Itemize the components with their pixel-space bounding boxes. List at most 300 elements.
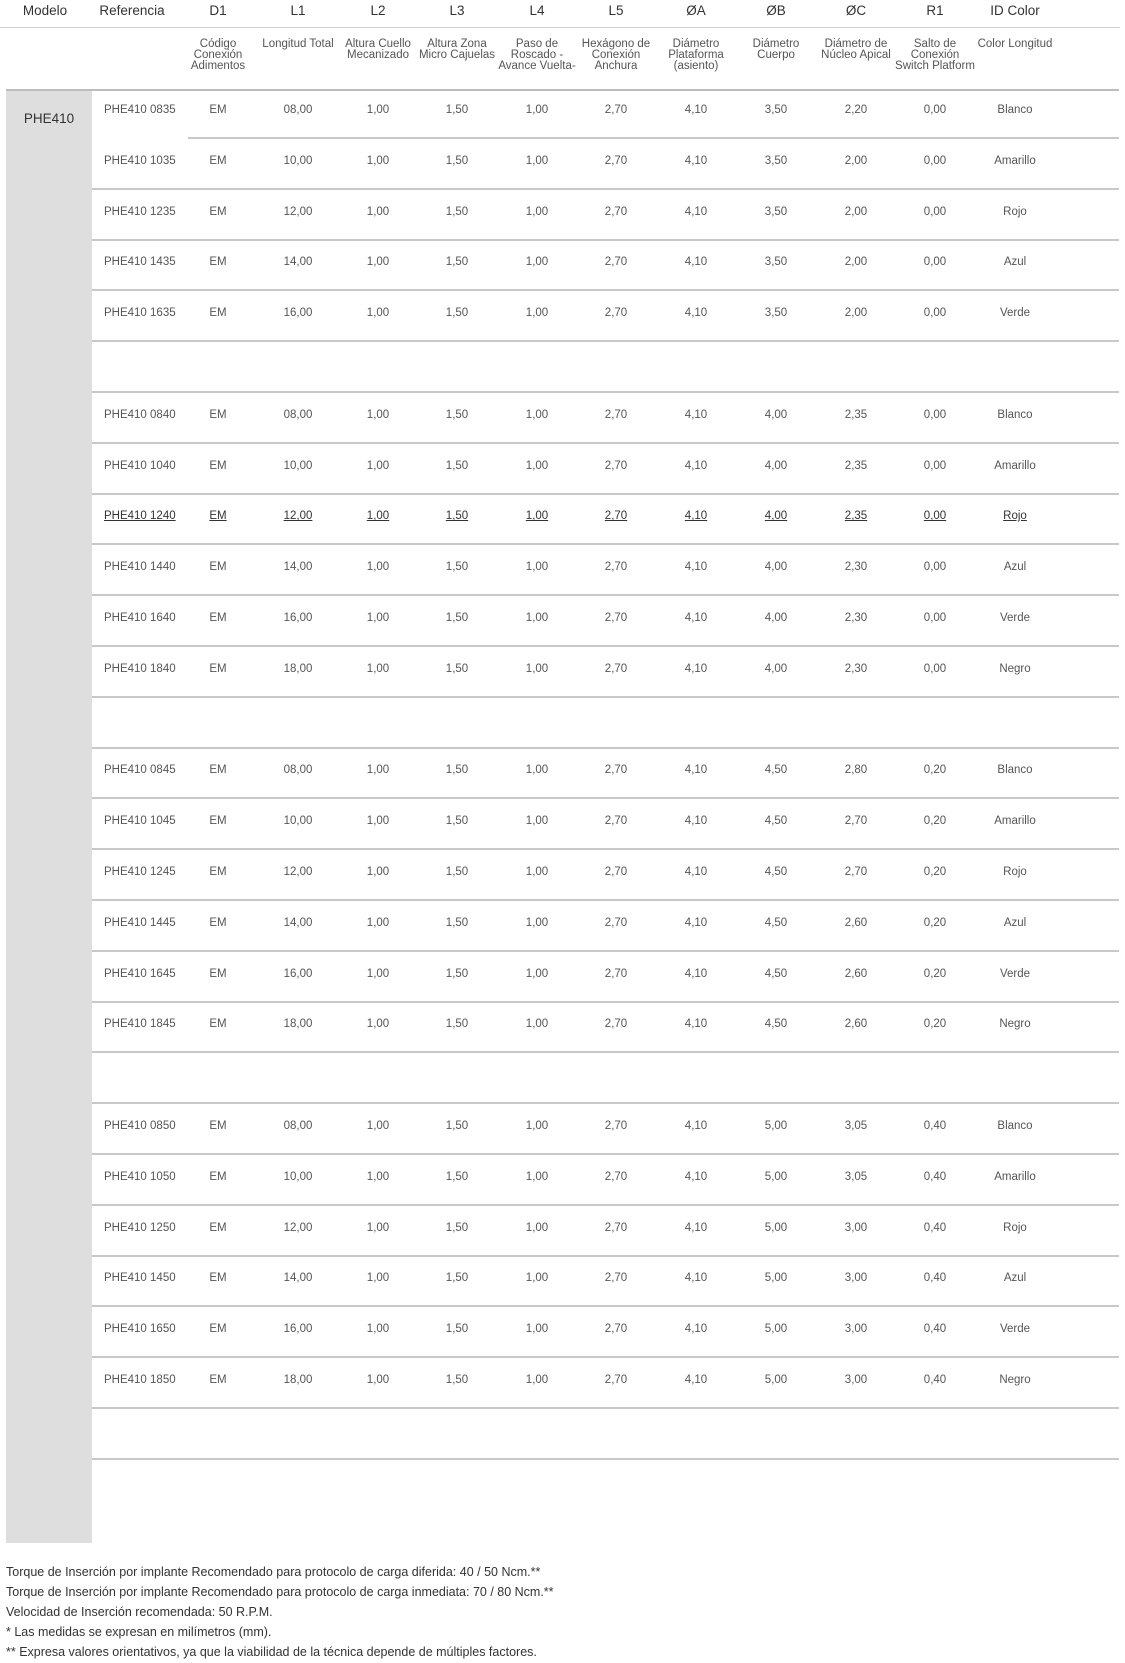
- cell-l5: 2,70: [604, 917, 628, 929]
- cell-l5: 2,70: [604, 1323, 628, 1335]
- cell-referencia: PHE410 1850: [104, 1374, 176, 1386]
- group-spacer: [92, 1050, 1119, 1104]
- footnote-line: * Las medidas se expresan en milímetros (mm).: [6, 1625, 272, 1639]
- cell-referencia: PHE410 0840: [104, 409, 176, 421]
- cell-r1: 0,40: [923, 1222, 947, 1234]
- cell-l2: 1,00: [366, 1171, 390, 1183]
- cell-oa: 4,10: [684, 815, 708, 827]
- cell-r1: 0,20: [923, 968, 947, 980]
- cell-oa: 4,10: [684, 1120, 708, 1132]
- table-row: [92, 288, 1119, 342]
- footnote-line: Torque de Inserción por implante Recomendado para protocolo de carga diferida: 40 / 50 Ncm.**: [6, 1565, 541, 1579]
- cell-oc: 2,70: [844, 815, 868, 827]
- cell-l3: 1,50: [445, 815, 469, 827]
- cell-l3: 1,50: [445, 1374, 469, 1386]
- cell-l3: 1,50: [445, 307, 469, 319]
- cell-referencia: PHE410 1845: [104, 1018, 176, 1030]
- cell-oc: 2,60: [844, 917, 868, 929]
- cell-l2: 1,00: [366, 460, 390, 472]
- table-row: [92, 136, 1119, 190]
- table-row: [92, 1355, 1119, 1409]
- cell-d1: EM: [209, 104, 227, 116]
- cell-ob: 4,00: [764, 460, 788, 472]
- cell-r1: 0,40: [923, 1272, 947, 1284]
- cell-color: Rojo: [1003, 1222, 1027, 1234]
- cell-color: Negro: [999, 1018, 1031, 1030]
- cell-oc: 3,00: [844, 1374, 868, 1386]
- cell-l2: 1,00: [366, 612, 390, 624]
- cell-l3: 1,50: [445, 663, 469, 675]
- cell-r1: 0,20: [923, 866, 947, 878]
- cell-l4: 1,00: [525, 256, 549, 268]
- cell-referencia: PHE410 1035: [104, 155, 176, 167]
- cell-l5: 2,70: [604, 460, 628, 472]
- cell-color: Azul: [1003, 256, 1027, 268]
- cell-l5: 2,70: [604, 968, 628, 980]
- cell-color: Negro: [999, 1374, 1031, 1386]
- cell-l4: 1,00: [525, 409, 549, 421]
- cell-referencia: PHE410 0835: [104, 104, 176, 116]
- cell-l1: 12,00: [283, 206, 313, 218]
- cell-l3: 1,50: [445, 256, 469, 268]
- cell-d1: EM: [209, 917, 227, 929]
- table-row: [92, 1101, 1119, 1155]
- cell-l2: 1,00: [366, 104, 390, 116]
- cell-d1: EM: [209, 866, 227, 878]
- column-header-oc: ØC: [845, 3, 867, 18]
- cell-ob: 5,00: [764, 1374, 788, 1386]
- cell-l3: 1,50: [445, 612, 469, 624]
- cell-d1: EM: [209, 460, 227, 472]
- cell-l4: 1,00: [525, 561, 549, 573]
- cell-l4: 1,00: [525, 866, 549, 878]
- cell-l3: 1,50: [445, 460, 469, 472]
- column-desc-l1: Longitud Total: [262, 38, 334, 50]
- column-desc-l4: Paso de Roscado -Avance Vuelta-: [498, 38, 576, 73]
- cell-l1: 12,00: [283, 866, 313, 878]
- cell-oa: 4,10: [684, 561, 708, 573]
- cell-oa: 4,10: [684, 1171, 708, 1183]
- cell-l3: 1,50: [445, 1171, 469, 1183]
- cell-oa: 4,10: [684, 155, 708, 167]
- footnotes: [6, 1562, 554, 1662]
- cell-r1: 0,40: [923, 1171, 947, 1183]
- cell-color: Amarillo: [994, 460, 1036, 472]
- cell-l3: 1,50: [445, 1120, 469, 1132]
- cell-l4: 1,00: [525, 663, 549, 675]
- table-row: [92, 441, 1119, 495]
- cell-l1: 10,00: [283, 460, 313, 472]
- cell-d1: EM: [209, 510, 227, 522]
- cell-l1: 18,00: [283, 1374, 313, 1386]
- cell-d1: EM: [209, 561, 227, 573]
- table-row: [92, 949, 1119, 1003]
- cell-l5: 2,70: [604, 663, 628, 675]
- cell-color: Amarillo: [994, 155, 1036, 167]
- cell-oa: 4,10: [684, 1323, 708, 1335]
- cell-d1: EM: [209, 764, 227, 776]
- cell-color: Negro: [999, 663, 1031, 675]
- cell-d1: EM: [209, 1374, 227, 1386]
- cell-oa: 4,10: [684, 764, 708, 776]
- cell-referencia: PHE410 1645: [104, 968, 176, 980]
- cell-l2: 1,00: [366, 866, 390, 878]
- table-row: [92, 745, 1119, 799]
- cell-color: Blanco: [997, 1120, 1033, 1132]
- cell-color: Blanco: [997, 764, 1033, 776]
- cell-l2: 1,00: [366, 764, 390, 776]
- cell-d1: EM: [209, 307, 227, 319]
- cell-l3: 1,50: [445, 155, 469, 167]
- cell-oa: 4,10: [684, 409, 708, 421]
- footnote-line: ** Expresa valores orientativos, ya que la viabilidad de la técnica depende de múltiples factores.: [6, 1645, 537, 1659]
- column-header-d1: D1: [209, 3, 227, 18]
- cell-l5: 2,70: [604, 1272, 628, 1284]
- cell-r1: 0,00: [923, 104, 947, 116]
- column-header-l3: L3: [449, 3, 465, 18]
- cell-l4: 1,00: [525, 1018, 549, 1030]
- cell-l4: 1,00: [525, 1374, 549, 1386]
- cell-l4: 1,00: [525, 1272, 549, 1284]
- cell-l5: 2,70: [604, 1374, 628, 1386]
- cell-referencia: PHE410 1635: [104, 307, 176, 319]
- cell-oc: 2,60: [844, 968, 868, 980]
- cell-color: Rojo: [1003, 866, 1027, 878]
- cell-l1: 14,00: [283, 1272, 313, 1284]
- table-row: [92, 187, 1119, 241]
- cell-l2: 1,00: [366, 815, 390, 827]
- cell-r1: 0,40: [923, 1374, 947, 1386]
- cell-l3: 1,50: [445, 1222, 469, 1234]
- column-header-ob: ØB: [766, 3, 786, 18]
- cell-l2: 1,00: [366, 510, 390, 522]
- cell-ob: 4,50: [764, 815, 788, 827]
- cell-l5: 2,70: [604, 206, 628, 218]
- cell-referencia: PHE410 1445: [104, 917, 176, 929]
- cell-l2: 1,00: [366, 256, 390, 268]
- cell-r1: 0,00: [923, 307, 947, 319]
- cell-ob: 4,00: [764, 561, 788, 573]
- cell-l5: 2,70: [604, 1222, 628, 1234]
- cell-d1: EM: [209, 1222, 227, 1234]
- model-column-bar: [6, 90, 92, 1543]
- cell-l1: 16,00: [283, 1323, 313, 1335]
- cell-l1: 10,00: [283, 155, 313, 167]
- column-desc-oc: Diámetro de Núcleo Apical: [821, 38, 891, 62]
- column-desc-l5: Hexágono de Conexión Anchura: [581, 38, 651, 73]
- column-desc-l3: Altura Zona Micro Cajuelas: [418, 38, 496, 62]
- column-header-l5: L5: [608, 3, 624, 18]
- column-desc-d1: Código Conexión Adimentos: [190, 38, 246, 73]
- cell-d1: EM: [209, 206, 227, 218]
- column-header-color: ID Color: [990, 3, 1040, 18]
- cell-ob: 4,50: [764, 866, 788, 878]
- cell-oc: 3,00: [844, 1323, 868, 1335]
- cell-oc: 3,05: [844, 1120, 868, 1132]
- table-row: [92, 999, 1119, 1053]
- cell-color: Amarillo: [994, 1171, 1036, 1183]
- cell-l5: 2,70: [604, 307, 628, 319]
- cell-oc: 2,35: [844, 409, 868, 421]
- cell-r1: 0,40: [923, 1120, 947, 1132]
- cell-l2: 1,00: [366, 663, 390, 675]
- column-header-l4: L4: [529, 3, 545, 18]
- cell-d1: EM: [209, 1120, 227, 1132]
- cell-referencia: PHE410 1435: [104, 256, 176, 268]
- cell-color: Azul: [1003, 561, 1027, 573]
- cell-oa: 4,10: [684, 1222, 708, 1234]
- cell-color: Blanco: [997, 104, 1033, 116]
- cell-oa: 4,10: [684, 917, 708, 929]
- cell-oc: 3,00: [844, 1222, 868, 1234]
- cell-oa: 4,10: [684, 206, 708, 218]
- cell-l5: 2,70: [604, 815, 628, 827]
- cell-oa: 4,10: [684, 866, 708, 878]
- cell-oc: 2,00: [844, 256, 868, 268]
- cell-oc: 2,35: [844, 510, 868, 522]
- group-spacer: [92, 1406, 1119, 1460]
- cell-l1: 18,00: [283, 663, 313, 675]
- cell-ob: 3,50: [764, 155, 788, 167]
- cell-d1: EM: [209, 256, 227, 268]
- cell-ob: 4,50: [764, 917, 788, 929]
- cell-color: Verde: [999, 307, 1031, 319]
- table-row: [92, 491, 1119, 545]
- cell-ob: 3,50: [764, 104, 788, 116]
- cell-oc: 2,60: [844, 1018, 868, 1030]
- cell-l3: 1,50: [445, 1018, 469, 1030]
- cell-l1: 16,00: [283, 612, 313, 624]
- table-row: [92, 593, 1119, 647]
- cell-l5: 2,70: [604, 256, 628, 268]
- cell-d1: EM: [209, 663, 227, 675]
- cell-r1: 0,40: [923, 1323, 947, 1335]
- cell-oc: 2,00: [844, 206, 868, 218]
- cell-l2: 1,00: [366, 1323, 390, 1335]
- cell-ob: 3,50: [764, 256, 788, 268]
- cell-l3: 1,50: [445, 764, 469, 776]
- cell-l5: 2,70: [604, 1018, 628, 1030]
- cell-l4: 1,00: [525, 460, 549, 472]
- cell-referencia: PHE410 1245: [104, 866, 176, 878]
- cell-l1: 16,00: [283, 307, 313, 319]
- cell-r1: 0,20: [923, 1018, 947, 1030]
- cell-d1: EM: [209, 1171, 227, 1183]
- cell-ob: 5,00: [764, 1222, 788, 1234]
- cell-color: Verde: [999, 612, 1031, 624]
- cell-l1: 08,00: [283, 409, 313, 421]
- cell-oc: 2,30: [844, 612, 868, 624]
- cell-l4: 1,00: [525, 917, 549, 929]
- cell-oa: 4,10: [684, 1018, 708, 1030]
- cell-color: Blanco: [997, 409, 1033, 421]
- cell-l2: 1,00: [366, 917, 390, 929]
- cell-l1: 18,00: [283, 1018, 313, 1030]
- cell-r1: 0,00: [923, 510, 947, 522]
- cell-l1: 12,00: [283, 510, 313, 522]
- column-desc-l2: Altura Cuello Mecanizado: [345, 38, 411, 62]
- cell-r1: 0,20: [923, 917, 947, 929]
- cell-l1: 08,00: [283, 764, 313, 776]
- cell-l3: 1,50: [445, 917, 469, 929]
- cell-oa: 4,10: [684, 612, 708, 624]
- cell-oc: 2,35: [844, 460, 868, 472]
- cell-l3: 1,50: [445, 1272, 469, 1284]
- cell-ob: 4,00: [764, 663, 788, 675]
- table-row: [92, 1253, 1119, 1307]
- footnote-line: Velocidad de Inserción recomendada: 50 R.P.M.: [6, 1605, 273, 1619]
- cell-referencia: PHE410 1250: [104, 1222, 176, 1234]
- cell-l4: 1,00: [525, 1120, 549, 1132]
- cell-ob: 4,00: [764, 612, 788, 624]
- cell-l5: 2,70: [604, 155, 628, 167]
- cell-referencia: PHE410 1840: [104, 663, 176, 675]
- model-name: PHE410: [23, 111, 75, 126]
- cell-referencia: PHE410 1440: [104, 561, 176, 573]
- footnote-line: Torque de Inserción por implante Recomendado para protocolo de carga inmediata: 70 / 80 Ncm.**: [6, 1585, 554, 1599]
- cell-referencia: PHE410 1050: [104, 1171, 176, 1183]
- cell-referencia: PHE410 1045: [104, 815, 176, 827]
- cell-l4: 1,00: [525, 612, 549, 624]
- cell-oa: 4,10: [684, 1374, 708, 1386]
- column-header-l2: L2: [370, 3, 386, 18]
- cell-ob: 4,50: [764, 1018, 788, 1030]
- column-header-l1: L1: [290, 3, 306, 18]
- cell-referencia: PHE410 1640: [104, 612, 176, 624]
- cell-l1: 08,00: [283, 104, 313, 116]
- cell-ob: 5,00: [764, 1171, 788, 1183]
- cell-l1: 14,00: [283, 561, 313, 573]
- cell-d1: EM: [209, 612, 227, 624]
- cell-l4: 1,00: [525, 1323, 549, 1335]
- cell-l5: 2,70: [604, 1171, 628, 1183]
- cell-color: Verde: [999, 968, 1031, 980]
- cell-r1: 0,00: [923, 561, 947, 573]
- cell-d1: EM: [209, 409, 227, 421]
- table-row: [92, 796, 1119, 850]
- cell-l3: 1,50: [445, 866, 469, 878]
- cell-l4: 1,00: [525, 104, 549, 116]
- cell-ob: 5,00: [764, 1272, 788, 1284]
- cell-l5: 2,70: [604, 409, 628, 421]
- cell-l1: 14,00: [283, 256, 313, 268]
- cell-l2: 1,00: [366, 155, 390, 167]
- column-desc-ob: Diámetro Cuerpo: [752, 38, 800, 62]
- cell-l1: 10,00: [283, 815, 313, 827]
- cell-ob: 5,00: [764, 1323, 788, 1335]
- cell-oa: 4,10: [684, 256, 708, 268]
- cell-l5: 2,70: [604, 104, 628, 116]
- cell-r1: 0,20: [923, 764, 947, 776]
- cell-d1: EM: [209, 1018, 227, 1030]
- cell-oc: 2,20: [844, 104, 868, 116]
- cell-oc: 2,00: [844, 307, 868, 319]
- cell-d1: EM: [209, 1323, 227, 1335]
- cell-l2: 1,00: [366, 1222, 390, 1234]
- table-row: [92, 1152, 1119, 1206]
- column-desc-color: Color Longitud: [977, 38, 1053, 50]
- cell-ob: 3,50: [764, 307, 788, 319]
- table-row: [92, 847, 1119, 901]
- cell-oa: 4,10: [684, 307, 708, 319]
- cell-l4: 1,00: [525, 764, 549, 776]
- cell-oa: 4,10: [684, 968, 708, 980]
- cell-oa: 4,10: [684, 104, 708, 116]
- column-header-referencia: Referencia: [99, 3, 165, 18]
- cell-l3: 1,50: [445, 409, 469, 421]
- cell-color: Azul: [1003, 1272, 1027, 1284]
- cell-oa: 4,10: [684, 663, 708, 675]
- cell-l3: 1,50: [445, 968, 469, 980]
- cell-l4: 1,00: [525, 1171, 549, 1183]
- cell-ob: 4,50: [764, 968, 788, 980]
- table-row: [92, 85, 1119, 139]
- table-row: [92, 237, 1119, 291]
- cell-l4: 1,00: [525, 206, 549, 218]
- cell-l2: 1,00: [366, 1272, 390, 1284]
- cell-oa: 4,10: [684, 1272, 708, 1284]
- column-header-r1: R1: [926, 3, 944, 18]
- cell-d1: EM: [209, 968, 227, 980]
- cell-ob: 3,50: [764, 206, 788, 218]
- cell-l2: 1,00: [366, 409, 390, 421]
- cell-color: Amarillo: [994, 815, 1036, 827]
- cell-oa: 4,10: [684, 460, 708, 472]
- cell-ob: 4,00: [764, 510, 788, 522]
- cell-l1: 12,00: [283, 1222, 313, 1234]
- cell-referencia: PHE410 1240: [104, 510, 176, 522]
- cell-l5: 2,70: [604, 561, 628, 573]
- table-row: [92, 390, 1119, 444]
- cell-oc: 3,00: [844, 1272, 868, 1284]
- cell-ob: 4,00: [764, 409, 788, 421]
- cell-l1: 14,00: [283, 917, 313, 929]
- cell-l3: 1,50: [445, 510, 469, 522]
- cell-l2: 1,00: [366, 1120, 390, 1132]
- group-spacer: [92, 695, 1119, 749]
- cell-referencia: PHE410 0845: [104, 764, 176, 776]
- cell-ob: 5,00: [764, 1120, 788, 1132]
- table-row: [92, 644, 1119, 698]
- table-row: [92, 542, 1119, 596]
- cell-color: Rojo: [1003, 510, 1027, 522]
- cell-l3: 1,50: [445, 561, 469, 573]
- cell-oa: 4,10: [684, 510, 708, 522]
- table-row: [92, 898, 1119, 952]
- cell-l3: 1,50: [445, 1323, 469, 1335]
- group-spacer: [92, 339, 1119, 393]
- cell-referencia: PHE410 1040: [104, 460, 176, 472]
- header-top-divider: [0, 27, 1120, 28]
- cell-referencia: PHE410 0850: [104, 1120, 176, 1132]
- cell-r1: 0,00: [923, 256, 947, 268]
- cell-l4: 1,00: [525, 510, 549, 522]
- cell-color: Rojo: [1003, 206, 1027, 218]
- cell-l4: 1,00: [525, 968, 549, 980]
- cell-l5: 2,70: [604, 510, 628, 522]
- cell-l2: 1,00: [366, 1374, 390, 1386]
- cell-l4: 1,00: [525, 155, 549, 167]
- cell-oc: 2,00: [844, 155, 868, 167]
- cell-l4: 1,00: [525, 815, 549, 827]
- cell-oc: 2,30: [844, 561, 868, 573]
- cell-l4: 1,00: [525, 307, 549, 319]
- cell-d1: EM: [209, 155, 227, 167]
- cell-l2: 1,00: [366, 1018, 390, 1030]
- cell-oc: 2,80: [844, 764, 868, 776]
- cell-r1: 0,00: [923, 663, 947, 675]
- cell-l5: 2,70: [604, 612, 628, 624]
